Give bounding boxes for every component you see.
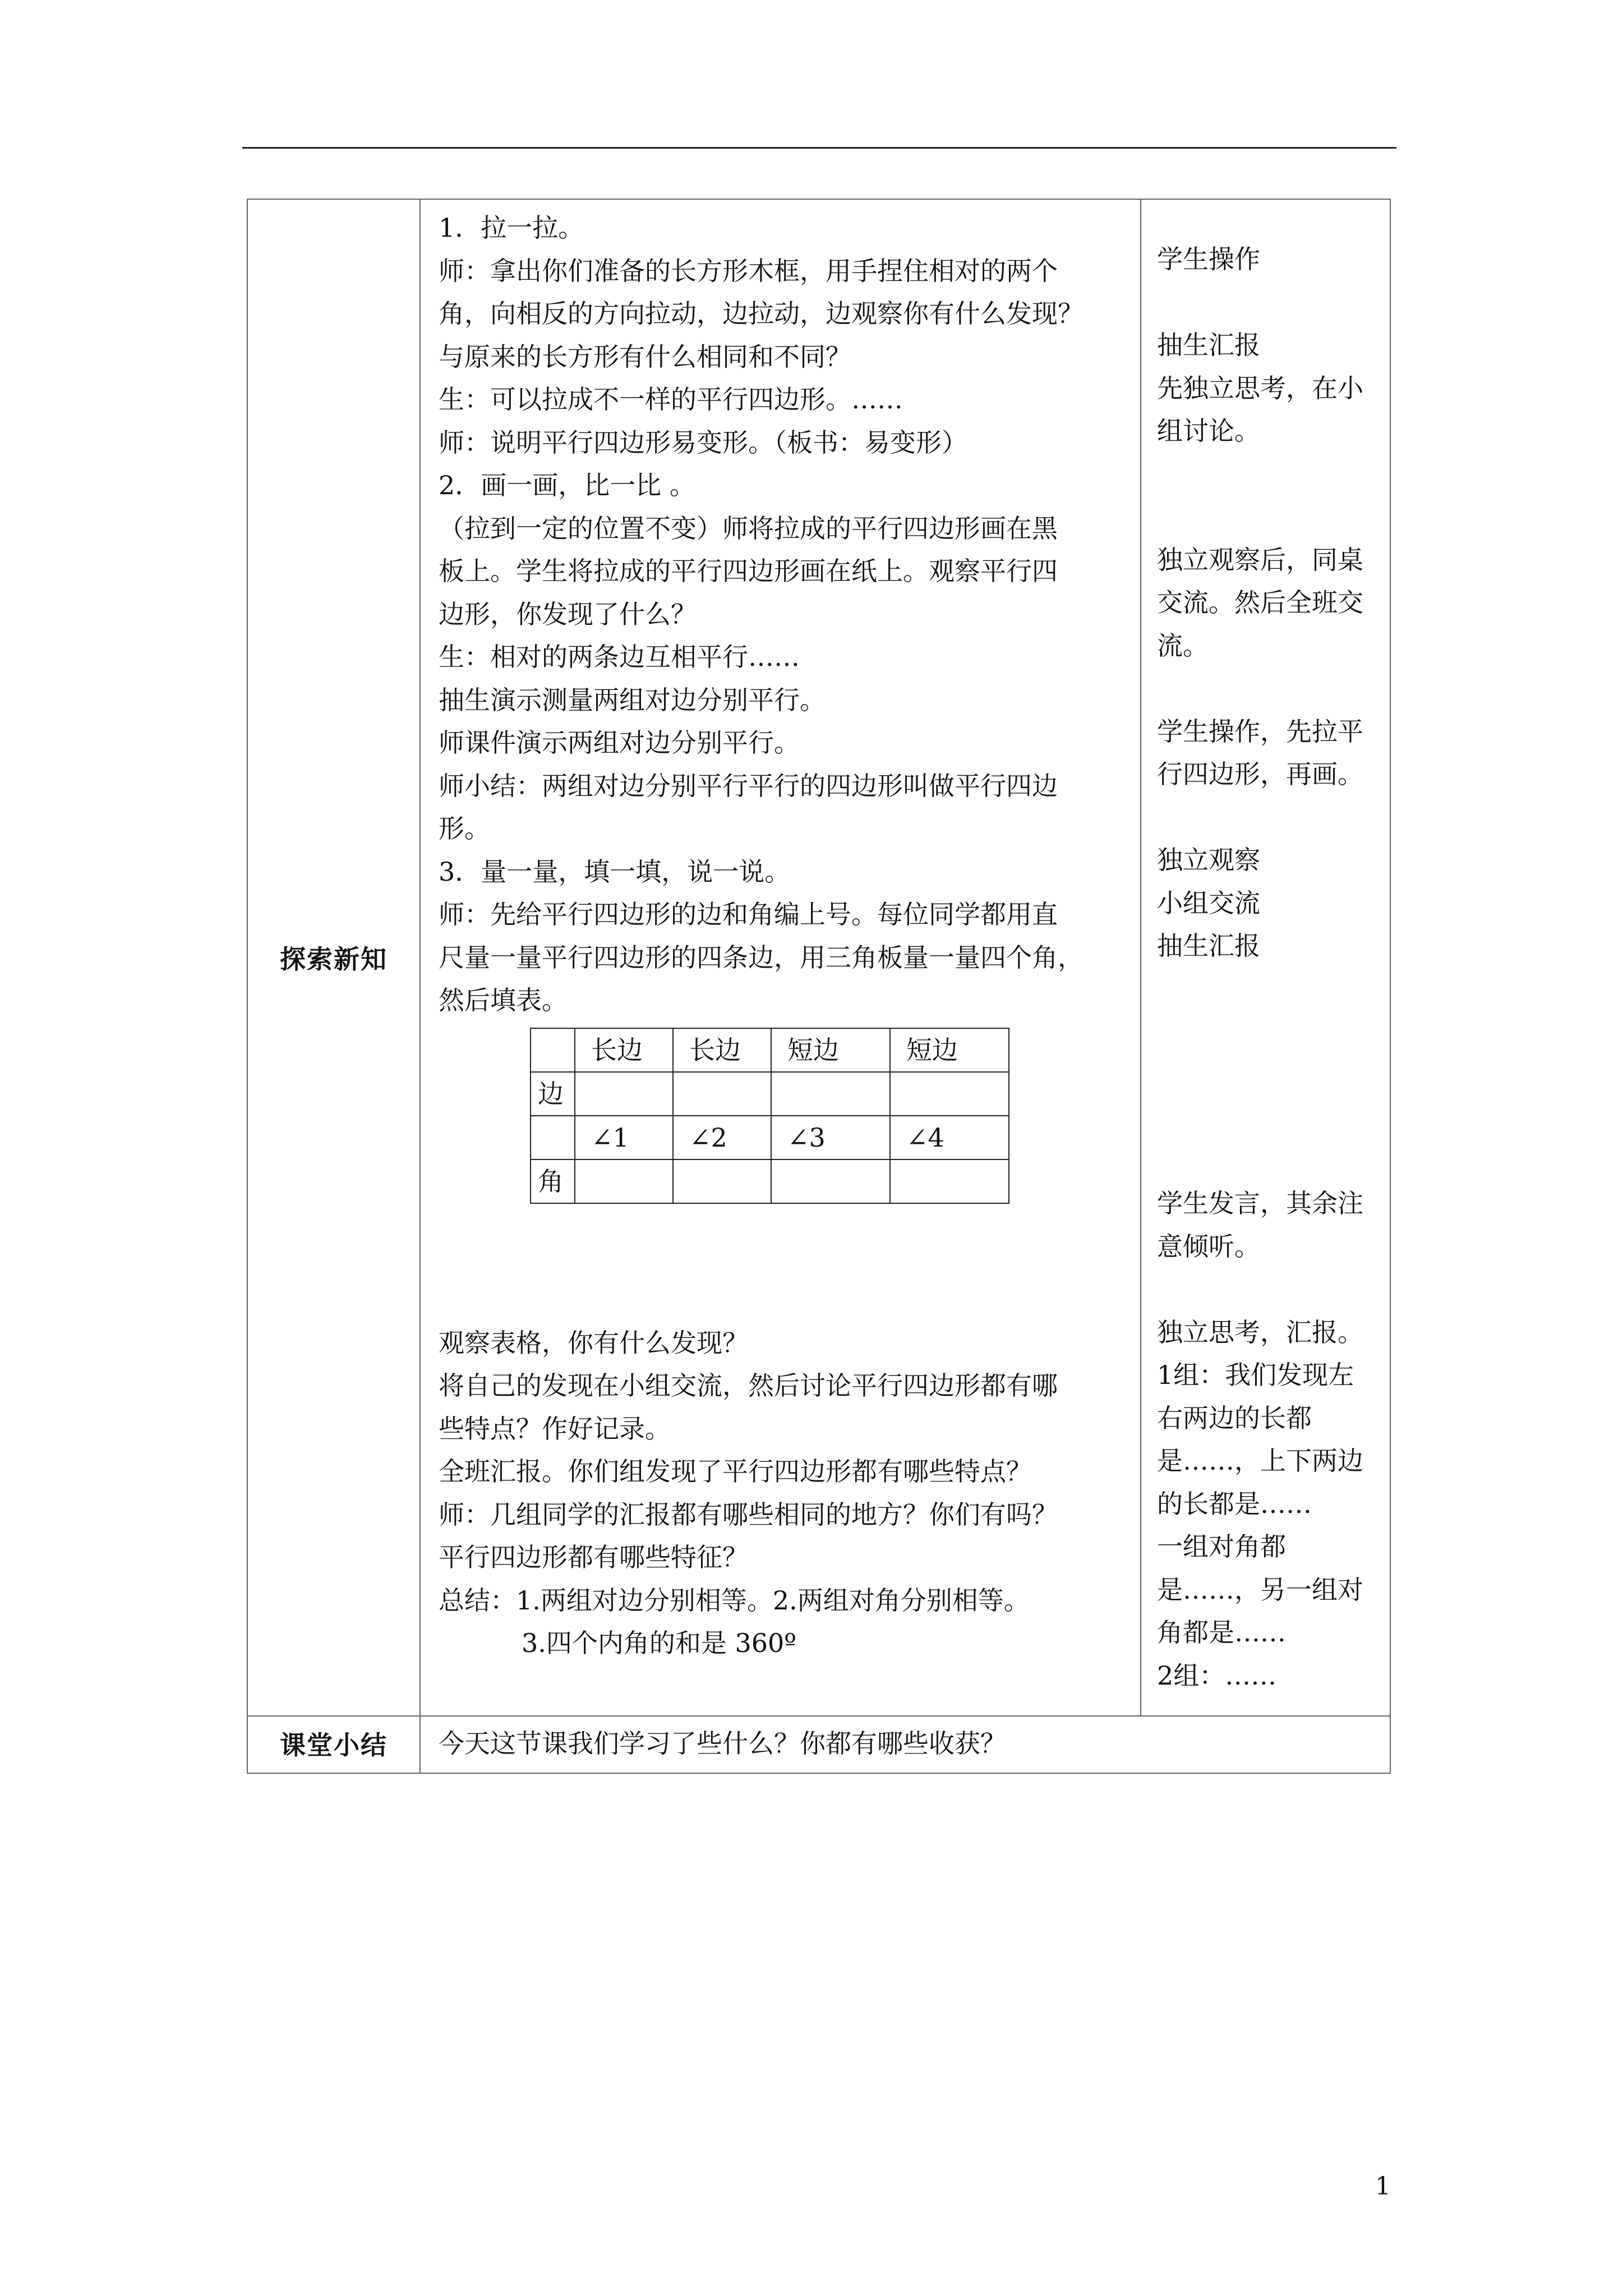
text-line: 一组对角都	[1157, 1531, 1286, 1562]
blank-line	[1157, 667, 1378, 710]
activity-lines-before-table	[439, 206, 1124, 1022]
text-line: 学生操作，先拉平	[1157, 716, 1363, 747]
text-line: 3．量一量，填一填，说一说。	[439, 856, 791, 887]
text-line: 师小结：两组对边分别平行平行的四边形叫做平行四边	[439, 770, 1058, 801]
activity-lines-after-table	[439, 1322, 1124, 1665]
text-line: 抽生演示测量两组对边分别平行。	[439, 684, 826, 715]
text-line: 学生发言，其余注	[1157, 1188, 1363, 1218]
text-line: 将自己的发现在小组交流，然后讨论平行四边形都有哪	[439, 1370, 1058, 1401]
text-line: 独立观察后，同桌	[1157, 544, 1363, 575]
text-line: 交流。然后全班交	[1157, 587, 1363, 618]
text-line: 组讨论。	[1157, 416, 1260, 446]
text-line: 平行四边形都有哪些特征？	[439, 1542, 748, 1572]
text-line: 1．拉一拉。	[439, 213, 584, 243]
text-line: 师：先给平行四边形的边和角编上号。每位同学都用直	[439, 899, 1058, 930]
text-line: 角，向相反的方向拉动，边拉动，边观察你有什么发现？	[439, 298, 1083, 329]
measure-table	[530, 1028, 1009, 1204]
measure-cell	[575, 1159, 673, 1203]
teacher-activity-cell	[420, 199, 1141, 1716]
text-line: 师课件演示两组对边分别平行。	[439, 728, 800, 758]
measure-cell: 角	[531, 1159, 575, 1203]
page-number: 1	[1375, 2172, 1391, 2201]
measure-table-header	[531, 1028, 1009, 1072]
text-line: 板上。学生将拉成的平行四边形画在纸上。观察平行四	[439, 556, 1058, 586]
blank-line	[1157, 495, 1378, 539]
text-line: 师：几组同学的汇报都有哪些相同的地方？你们有吗？	[439, 1499, 1058, 1530]
text-line: 先独立思考，在小	[1157, 372, 1363, 403]
summary-content: 今天这节课我们学习了些什么？你都有哪些收获？	[420, 1716, 1390, 1773]
text-line: 抽生汇报	[1157, 931, 1260, 961]
measure-header-cell: 长边	[673, 1028, 771, 1072]
measure-table-row	[531, 1072, 1009, 1116]
text-line: 2．画一画，比一比 。	[439, 470, 695, 500]
text-line: （拉到一定的位置不变）师将拉成的平行四边形画在黑	[439, 513, 1058, 544]
measure-cell: ∠4	[890, 1116, 1009, 1159]
measure-cell: 边	[531, 1072, 575, 1116]
measure-cell	[673, 1072, 771, 1116]
text-line: 的长都是……	[1157, 1488, 1312, 1519]
lesson-plan-table	[247, 199, 1391, 1774]
text-line: 3.四个内角的和是 360º	[522, 1628, 796, 1658]
text-line: 意倾听。	[1157, 1231, 1260, 1262]
text-line: 流。	[1157, 630, 1209, 661]
text-line: 观察表格，你有什么发现？	[439, 1327, 748, 1358]
text-line: 全班汇报。你们组发现了平行四边形都有哪些特点？	[439, 1456, 1032, 1487]
measure-cell	[890, 1159, 1009, 1203]
measure-table-row	[531, 1159, 1009, 1203]
blank-line	[1157, 1010, 1378, 1053]
text-line: 总结：1.两组对边分别相等。2.两组对角分别相等。	[439, 1585, 1030, 1616]
text-line: 生：相对的两条边互相平行……	[439, 642, 800, 672]
blank-line	[1157, 968, 1378, 1011]
text-line: 尺量一量平行四边形的四条边，用三角板量一量四个角，	[439, 942, 1083, 973]
text-line: 生：可以拉成不一样的平行四边形。……	[439, 384, 903, 415]
text-line: 形。	[439, 813, 490, 844]
blank-line	[1157, 1139, 1378, 1182]
text-line: 独立思考，汇报。	[1157, 1317, 1363, 1347]
measure-cell: ∠1	[575, 1116, 673, 1159]
text-line: 是……，上下两边	[1157, 1446, 1363, 1476]
measure-cell	[771, 1072, 890, 1116]
text-line: 是……，另一组对	[1157, 1574, 1363, 1605]
text-line: 些特点？作好记录。	[439, 1413, 671, 1444]
text-line: 抽生汇报	[1157, 330, 1260, 360]
section-label-summary: 课堂小结	[247, 1716, 420, 1773]
text-line: 师：说明平行四边形易变形。（板书：易变形）	[439, 427, 967, 458]
header-rule	[242, 147, 1396, 149]
measure-header-cell: 短边	[771, 1028, 890, 1072]
blank-line	[1157, 1268, 1378, 1311]
measure-cell	[531, 1116, 575, 1159]
student-activity	[1141, 200, 1390, 1697]
text-line: 小组交流	[1157, 887, 1260, 918]
text-line: 独立观察	[1157, 845, 1260, 875]
measure-header-cell: 长边	[575, 1028, 673, 1072]
text-line: 角都是……	[1157, 1617, 1286, 1648]
blank-line	[1157, 1096, 1378, 1139]
text-line: 2组：……	[1157, 1660, 1277, 1691]
measure-table-row	[531, 1116, 1009, 1159]
measure-cell	[771, 1159, 890, 1203]
text-line: 右两边的长都	[1157, 1402, 1312, 1433]
blank-line	[1157, 796, 1378, 839]
text-line: 1组：我们发现左	[1157, 1360, 1354, 1390]
text-line: 与原来的长方形有什么相同和不同？	[439, 341, 851, 372]
measure-cell	[673, 1159, 771, 1203]
section-label-explore: 探索新知	[247, 199, 420, 1716]
measure-cell	[575, 1072, 673, 1116]
measure-cell	[890, 1072, 1009, 1116]
text-line: 行四边形，再画。	[1157, 759, 1363, 789]
blank-line	[1157, 453, 1378, 496]
blank-line	[1157, 281, 1378, 324]
student-activity-cell	[1141, 199, 1390, 1716]
explore-section-row	[247, 199, 1390, 1716]
text-line: 边形，你发现了什么？	[439, 599, 697, 629]
measure-cell: ∠3	[771, 1116, 890, 1159]
text-line: 师：拿出你们准备的长方形木框，用手捏住相对的两个	[439, 255, 1058, 286]
measure-header-cell	[531, 1028, 575, 1072]
text-line: 然后填表。	[439, 985, 568, 1015]
teacher-activity	[421, 200, 1140, 1715]
text-line: 学生操作	[1157, 244, 1260, 274]
blank-line	[1157, 1053, 1378, 1097]
summary-section-row	[247, 1716, 1390, 1773]
measure-header-cell: 短边	[890, 1028, 1009, 1072]
measure-cell: ∠2	[673, 1116, 771, 1159]
